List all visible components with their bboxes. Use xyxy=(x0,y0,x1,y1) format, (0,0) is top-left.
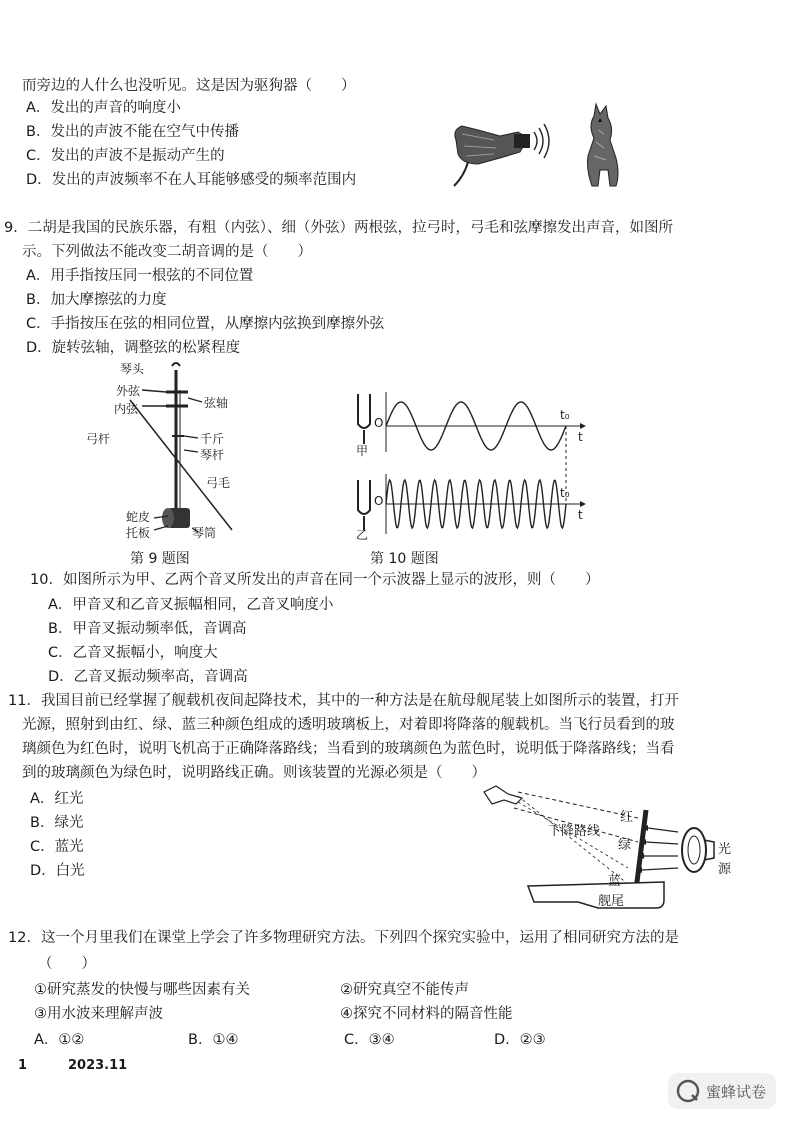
q9-option-d: D．旋转弦轴，调整弦的松紧程度 xyxy=(26,340,241,356)
hand-with-device-icon xyxy=(454,124,549,186)
q10-option-a: A．甲音叉和乙音叉振幅相同，乙音叉响度小 xyxy=(48,597,334,613)
dog-repeller-figure xyxy=(448,100,638,200)
carrier-label-red: 红 xyxy=(620,810,634,825)
q11-option-d: D．白光 xyxy=(30,863,85,879)
q10-option-d: D．乙音叉振动频率高，音调高 xyxy=(48,669,248,685)
erhu-label-shepi: 蛇皮 xyxy=(126,510,151,524)
osc-origin-2: O xyxy=(374,494,384,508)
q9-stem-line2: 示。下列做法不能改变二胡音调的是（ ） xyxy=(22,244,312,260)
light-source-icon xyxy=(682,828,714,872)
erhu-label-xianzhou: 弦轴 xyxy=(204,396,229,410)
watermark-text: 蜜蜂试卷 xyxy=(705,1082,766,1101)
watermark-badge xyxy=(668,1073,776,1109)
q12-stem-line1: 12．这一个月里我们在课堂上学会了许多物理研究方法。下列四个探究实验中，运用了相同研究方法的是 xyxy=(8,930,679,946)
q11-stem-line2: 光源，照射到由红、绿、蓝三种颜色组成的透明玻璃板上，对着即将降落的舰载机。当飞行员看到的玻 xyxy=(22,717,675,733)
exam-date: 2023.11 xyxy=(68,1058,128,1073)
q8-option-b: B．发出的声波不能在空气中传播 xyxy=(26,124,239,140)
q8-option-c: C．发出的声波不是振动产生的 xyxy=(26,148,225,164)
q10-stem: 10．如图所示为甲、乙两个音叉所发出的声音在同一个示波器上显示的波形，则（ ） xyxy=(30,572,600,588)
q11-option-a: A．红光 xyxy=(30,791,84,807)
q8-stem: 而旁边的人什么也没听见。这是因为驱狗器（ ） xyxy=(22,78,356,94)
q10-option-b: B．甲音叉振动频率低，音调高 xyxy=(48,621,247,637)
erhu-label-qintong: 琴筒 xyxy=(192,526,217,540)
q12-option-a: A．①② xyxy=(34,1032,85,1048)
page-number: 1 xyxy=(18,1058,28,1073)
erhu-label-qintou: 琴头 xyxy=(120,362,145,376)
q12-stem-line2: （ ） xyxy=(38,956,96,972)
q8-option-d: D．发出的声波频率不在人耳能够感受的频率范围内 xyxy=(26,172,357,188)
erhu-label-waixian: 外弦 xyxy=(116,384,141,398)
q8-option-a: A．发出的声音的响度小 xyxy=(26,100,181,116)
q10-option-c: C．乙音叉振幅小，响度大 xyxy=(48,645,218,661)
oscilloscope-figure xyxy=(350,382,590,542)
carrier-label-stern: 舰尾 xyxy=(598,894,625,909)
q11-option-b: B．绿光 xyxy=(30,815,84,831)
q12-item-4: ④探究不同材料的隔音性能 xyxy=(340,1006,513,1022)
q9-stem-line1: 9．二胡是我国的民族乐器，有粗（内弦）、细（外弦）两根弦，拉弓时，弓毛和弦摩擦发出声音，如图所 xyxy=(4,220,673,236)
fighter-jet-icon xyxy=(484,786,522,804)
q9-figure-caption: 第 9 题图 xyxy=(130,551,190,567)
erhu-label-qianjin: 千斤 xyxy=(200,432,225,446)
q11-stem-line3: 璃颜色为红色时，说明飞机高于正确降落路线；当看到的玻璃颜色为蓝色时，说明低于降落路线；当看 xyxy=(22,741,675,757)
erhu-label-gongmao: 弓毛 xyxy=(206,476,231,490)
erhu-label-tuoban: 托板 xyxy=(126,526,151,540)
carrier-label-blue: 蓝 xyxy=(608,874,622,889)
q12-item-3: ③用水波来理解声波 xyxy=(34,1006,163,1022)
osc-fork-yi-label: 乙 xyxy=(356,528,369,542)
q9-option-c: C．手指按压在弦的相同位置，从摩擦内弦换到摩擦外弦 xyxy=(26,316,385,332)
tuning-fork-jia-icon xyxy=(358,394,370,444)
carrier-label-light-1: 光 xyxy=(718,842,732,857)
erhu-label-gonggan: 弓杆 xyxy=(86,432,111,446)
erhu-label-neixian: 内弦 xyxy=(114,402,139,416)
q9-option-a: A．用手指按压同一根弦的不同位置 xyxy=(26,268,254,284)
q11-option-c: C．蓝光 xyxy=(30,839,84,855)
q10-figure-caption: 第 10 题图 xyxy=(370,551,439,567)
erhu-label-qingan: 琴杆 xyxy=(200,448,225,462)
bee-logo-icon xyxy=(676,1079,700,1103)
carrier-label-path: 下降路线 xyxy=(548,824,601,839)
osc-t0-2: t₀ xyxy=(560,486,570,500)
tuning-fork-yi-icon xyxy=(358,480,370,530)
q12-item-2: ②研究真空不能传声 xyxy=(340,982,469,998)
carrier-landing-figure xyxy=(478,778,748,918)
osc-fork-jia-label: 甲 xyxy=(356,444,369,458)
q9-option-b: B．加大摩擦弦的力度 xyxy=(26,292,167,308)
osc-t-axis-2: t xyxy=(578,508,583,522)
q12-item-1: ①研究蒸发的快慢与哪些因素有关 xyxy=(34,982,250,998)
q12-option-c: C．③④ xyxy=(344,1032,395,1048)
q12-option-b: B．①④ xyxy=(188,1032,239,1048)
carrier-label-light-2: 源 xyxy=(718,862,732,877)
q11-stem-line4: 到的玻璃颜色为绿色时，说明路线正确。则该装置的光源必须是（ ） xyxy=(22,765,486,781)
osc-t0-1: t₀ xyxy=(560,408,570,422)
erhu-figure xyxy=(80,360,260,540)
q12-option-d: D．②③ xyxy=(494,1032,546,1048)
osc-origin-1: O xyxy=(374,416,384,430)
osc-t-axis-1: t xyxy=(578,430,583,444)
q11-stem-line1: 11．我国目前已经掌握了舰载机夜间起降技术，其中的一种方法是在航母舰尾装上如图所示的装置，打开 xyxy=(8,693,679,709)
carrier-label-green: 绿 xyxy=(618,838,632,853)
dog-icon xyxy=(588,104,619,186)
